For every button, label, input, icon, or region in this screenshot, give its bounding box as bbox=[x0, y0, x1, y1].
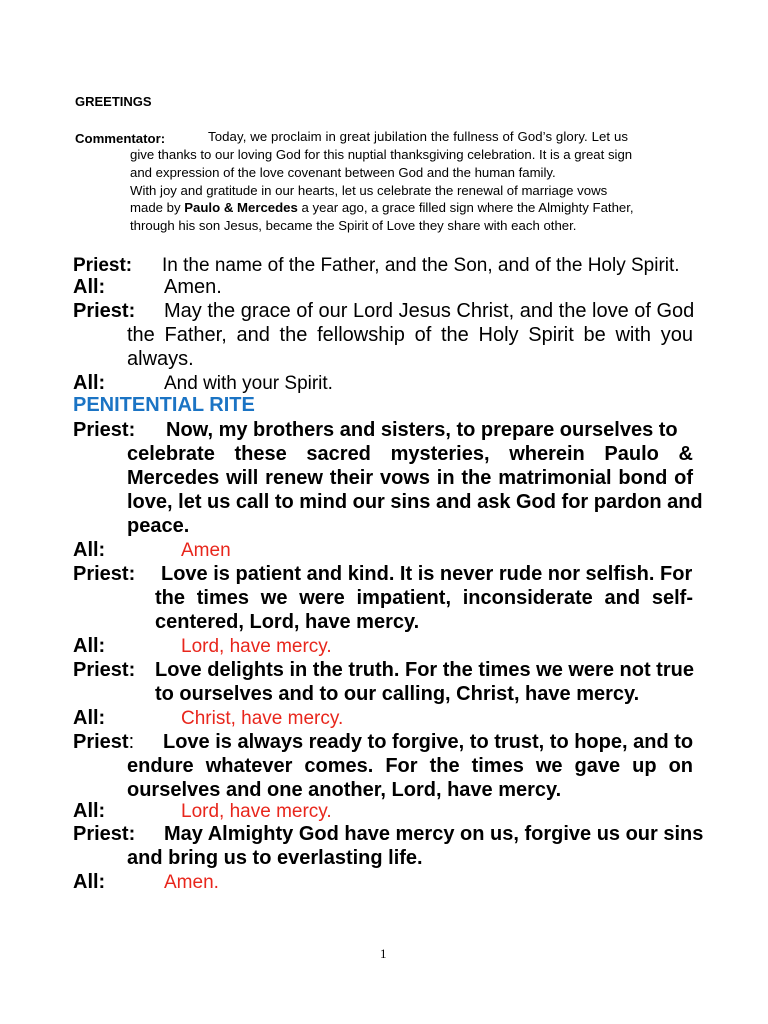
penitential-all-5 bbox=[73, 870, 219, 895]
penitential-priest-1-cont bbox=[127, 442, 703, 538]
speaker-label: All: bbox=[73, 707, 106, 729]
dialogue-text: the Father, and the fellowship of the Holy Spirit be with you bbox=[127, 324, 693, 346]
dialogue-text: endure whatever comes. For the times we gave up on bbox=[127, 755, 693, 777]
dialogue-text: Love is patient and kind. It is never rude nor selfish. For bbox=[161, 563, 693, 585]
speaker-label: All: bbox=[73, 372, 106, 394]
penitential-priest-3 bbox=[73, 658, 694, 682]
greeting-priest-2 bbox=[73, 299, 694, 323]
speaker-label: All: bbox=[73, 800, 106, 822]
dialogue-text: the times we were impatient, inconsiderate and self- bbox=[155, 587, 693, 609]
speaker-label: Priest: bbox=[73, 823, 136, 845]
speaker-label: All: bbox=[73, 635, 106, 657]
dialogue-text: Love delights in the truth. For the times we were not true bbox=[155, 659, 694, 681]
speaker-label: All: bbox=[73, 539, 106, 561]
speaker-label: All: bbox=[73, 276, 106, 298]
dialogue-text: peace. bbox=[127, 515, 190, 537]
penitential-all-4 bbox=[73, 799, 332, 824]
greeting-all-1 bbox=[73, 275, 222, 299]
speaker-label bbox=[73, 730, 163, 754]
penitential-all-2 bbox=[73, 634, 332, 659]
speaker-label: Priest: bbox=[73, 659, 136, 681]
commentator-line-5-pre: made by bbox=[130, 200, 185, 216]
dialogue-text: centered, Lord, have mercy. bbox=[155, 611, 420, 633]
response-text: Christ, have mercy. bbox=[181, 708, 344, 729]
dialogue-text: Now, my brothers and sisters, to prepare ourselves to bbox=[166, 419, 678, 441]
commentator-line-5-post: a year ago, a grace filled sign where the Almighty Father, bbox=[297, 200, 634, 216]
couple-names: Paulo & Mercedes bbox=[184, 200, 298, 216]
dialogue-text: ourselves and one another, Lord, have mercy. bbox=[127, 779, 562, 801]
dialogue-text: and bring us to everlasting life. bbox=[127, 847, 423, 869]
commentator-line-6: through his son Jesus, became the Spirit of Love they share with each other. bbox=[130, 218, 577, 234]
speaker-label: Priest: bbox=[73, 255, 133, 276]
penitential-all-3 bbox=[73, 706, 343, 731]
section-heading-penitential-rite: PENITENTIAL RITE bbox=[73, 394, 255, 416]
penitential-all-1 bbox=[73, 538, 231, 563]
response-text: Lord, have mercy. bbox=[181, 636, 332, 657]
penitential-priest-5 bbox=[73, 822, 703, 846]
speaker-label: All: bbox=[73, 871, 106, 893]
commentator-line-5 bbox=[130, 199, 694, 217]
commentator-paragraph bbox=[130, 146, 694, 235]
commentator-line-3: and expression of the love covenant between God and the human family. bbox=[130, 164, 556, 180]
dialogue-text: Love is always ready to forgive, to trust, to hope, and to bbox=[163, 731, 694, 753]
page-number: 1 bbox=[380, 946, 387, 961]
dialogue-text: to ourselves and to our calling, Christ, have mercy. bbox=[155, 683, 640, 705]
greeting-all-2 bbox=[73, 371, 333, 396]
speaker-label-bold: Priest bbox=[73, 731, 129, 753]
commentator-label: Commentator: bbox=[75, 131, 166, 146]
dialogue-text: Mercedes will renew their vows in the matrimonial bond of bbox=[127, 467, 693, 489]
speaker-label-colon: : bbox=[128, 731, 135, 753]
commentator-line-2: give thanks to our loving God for this nuptial thanksgiving celebration. It is a great sign bbox=[130, 147, 633, 162]
penitential-priest-2-cont bbox=[155, 586, 693, 634]
dialogue-text: And with your Spirit. bbox=[164, 373, 333, 394]
dialogue-text: May the grace of our Lord Jesus Christ, and the love of God bbox=[164, 300, 695, 322]
penitential-priest-4 bbox=[73, 730, 693, 754]
dialogue-text: Amen. bbox=[164, 276, 222, 298]
commentator-line-1: Today, we proclaim in great jubilation the fullness of God’s glory. Let us bbox=[208, 129, 629, 144]
penitential-priest-1 bbox=[73, 418, 678, 442]
penitential-priest-2 bbox=[73, 562, 692, 586]
speaker-label: Priest: bbox=[73, 419, 136, 441]
dialogue-text: In the name of the Father, and the Son, and of the Holy Spirit. bbox=[162, 255, 680, 276]
response-text: Amen. bbox=[164, 872, 219, 893]
commentator-line-4: With joy and gratitude in our hearts, let us celebrate the renewal of marriage vows bbox=[130, 182, 608, 198]
dialogue-text: love, let us call to mind our sins and ask God for pardon and bbox=[127, 491, 703, 513]
penitential-priest-4-cont bbox=[127, 754, 693, 802]
response-text: Amen bbox=[181, 540, 231, 561]
dialogue-text: always. bbox=[127, 348, 194, 370]
greeting-priest-2-cont bbox=[127, 323, 693, 347]
dialogue-text: May Almighty God have mercy on us, forgive us our sins bbox=[164, 823, 704, 845]
section-heading-greetings: GREETINGS bbox=[75, 94, 152, 109]
speaker-label: Priest: bbox=[73, 300, 136, 322]
speaker-label: Priest: bbox=[73, 563, 136, 585]
response-text: Lord, have mercy. bbox=[181, 801, 332, 822]
dialogue-text: celebrate these sacred mysteries, wherein Paulo & bbox=[127, 443, 693, 465]
